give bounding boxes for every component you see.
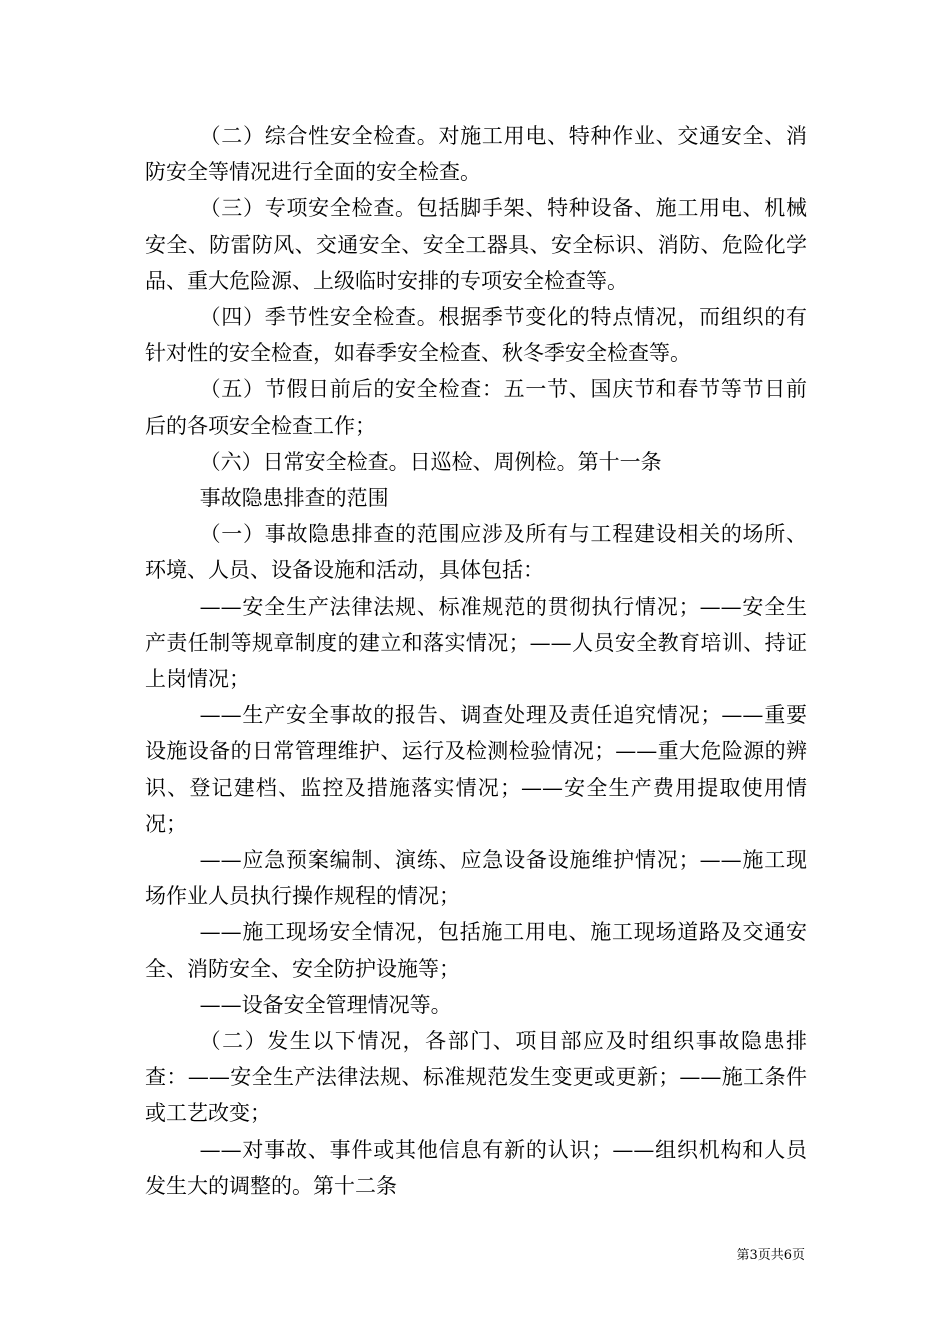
paragraph-triggers: （二）发生以下情况，各部门、项目部应及时组织事故隐患排查：——安全生产法律法规、标准规范发生变更或更新；——施工条件或工艺改变；	[145, 1029, 807, 1126]
paragraph-comprehensive-inspection: （二）综合性安全检查。对施工用电、特种作业、交通安全、消防安全等情况进行全面的安全检查。	[145, 124, 807, 185]
page-number: 第3页共6页	[736, 1248, 805, 1263]
paragraph-list-item: ——施工现场安全情况，包括施工用电、施工现场道路及交通安全、消防安全、安全防护设施等；	[145, 920, 807, 981]
paragraph-list-item: ——应急预案编制、演练、应急设备设施维护情况；——施工现场作业人员执行操作规程的情况；	[145, 848, 807, 909]
paragraph-special-inspection: （三）专项安全检查。包括脚手架、特种设备、施工用电、机械安全、防雷防风、交通安全、安全工器具、安全标识、消防、危险化学品、重大危险源、上级临时安排的专项安全检查等。	[145, 196, 807, 293]
paragraph-holiday-inspection: （五）节假日前后的安全检查：五一节、国庆节和春节等节日前后的各项安全检查工作；	[145, 377, 807, 438]
paragraph-list-item: ——生产安全事故的报告、调查处理及责任追究情况；——重要设施设备的日常管理维护、运行及检测检验情况；——重大危险源的辨识、登记建档、监控及措施落实情况；——安全生产费用提取使用情况；	[145, 703, 807, 836]
paragraph-seasonal-inspection: （四）季节性安全检查。根据季节变化的特点情况，而组织的有针对性的安全检查，如春季安全检查、秋冬季安全检查等。	[145, 305, 807, 366]
paragraph-list-item: ——对事故、事件或其他信息有新的认识；——组织机构和人员发生大的调整的。第十二条	[145, 1137, 807, 1198]
document-body	[145, 118, 807, 1204]
paragraph-section-heading: 事故隐患排查的范围	[199, 486, 389, 511]
paragraph-list-item: ——设备安全管理情况等。	[199, 992, 452, 1017]
paragraph-scope: （一）事故隐患排查的范围应涉及所有与工程建设相关的场所、环境、人员、设备设施和活动，具体包括：	[145, 522, 807, 583]
paragraph-list-item: ——安全生产法律法规、标准规范的贯彻执行情况；——安全生产责任制等规章制度的建立和落实情况；——人员安全教育培训、持证上岗情况；	[145, 594, 807, 692]
paragraph-daily-inspection: （六）日常安全检查。日巡检、周例检。第十一条	[199, 449, 662, 474]
